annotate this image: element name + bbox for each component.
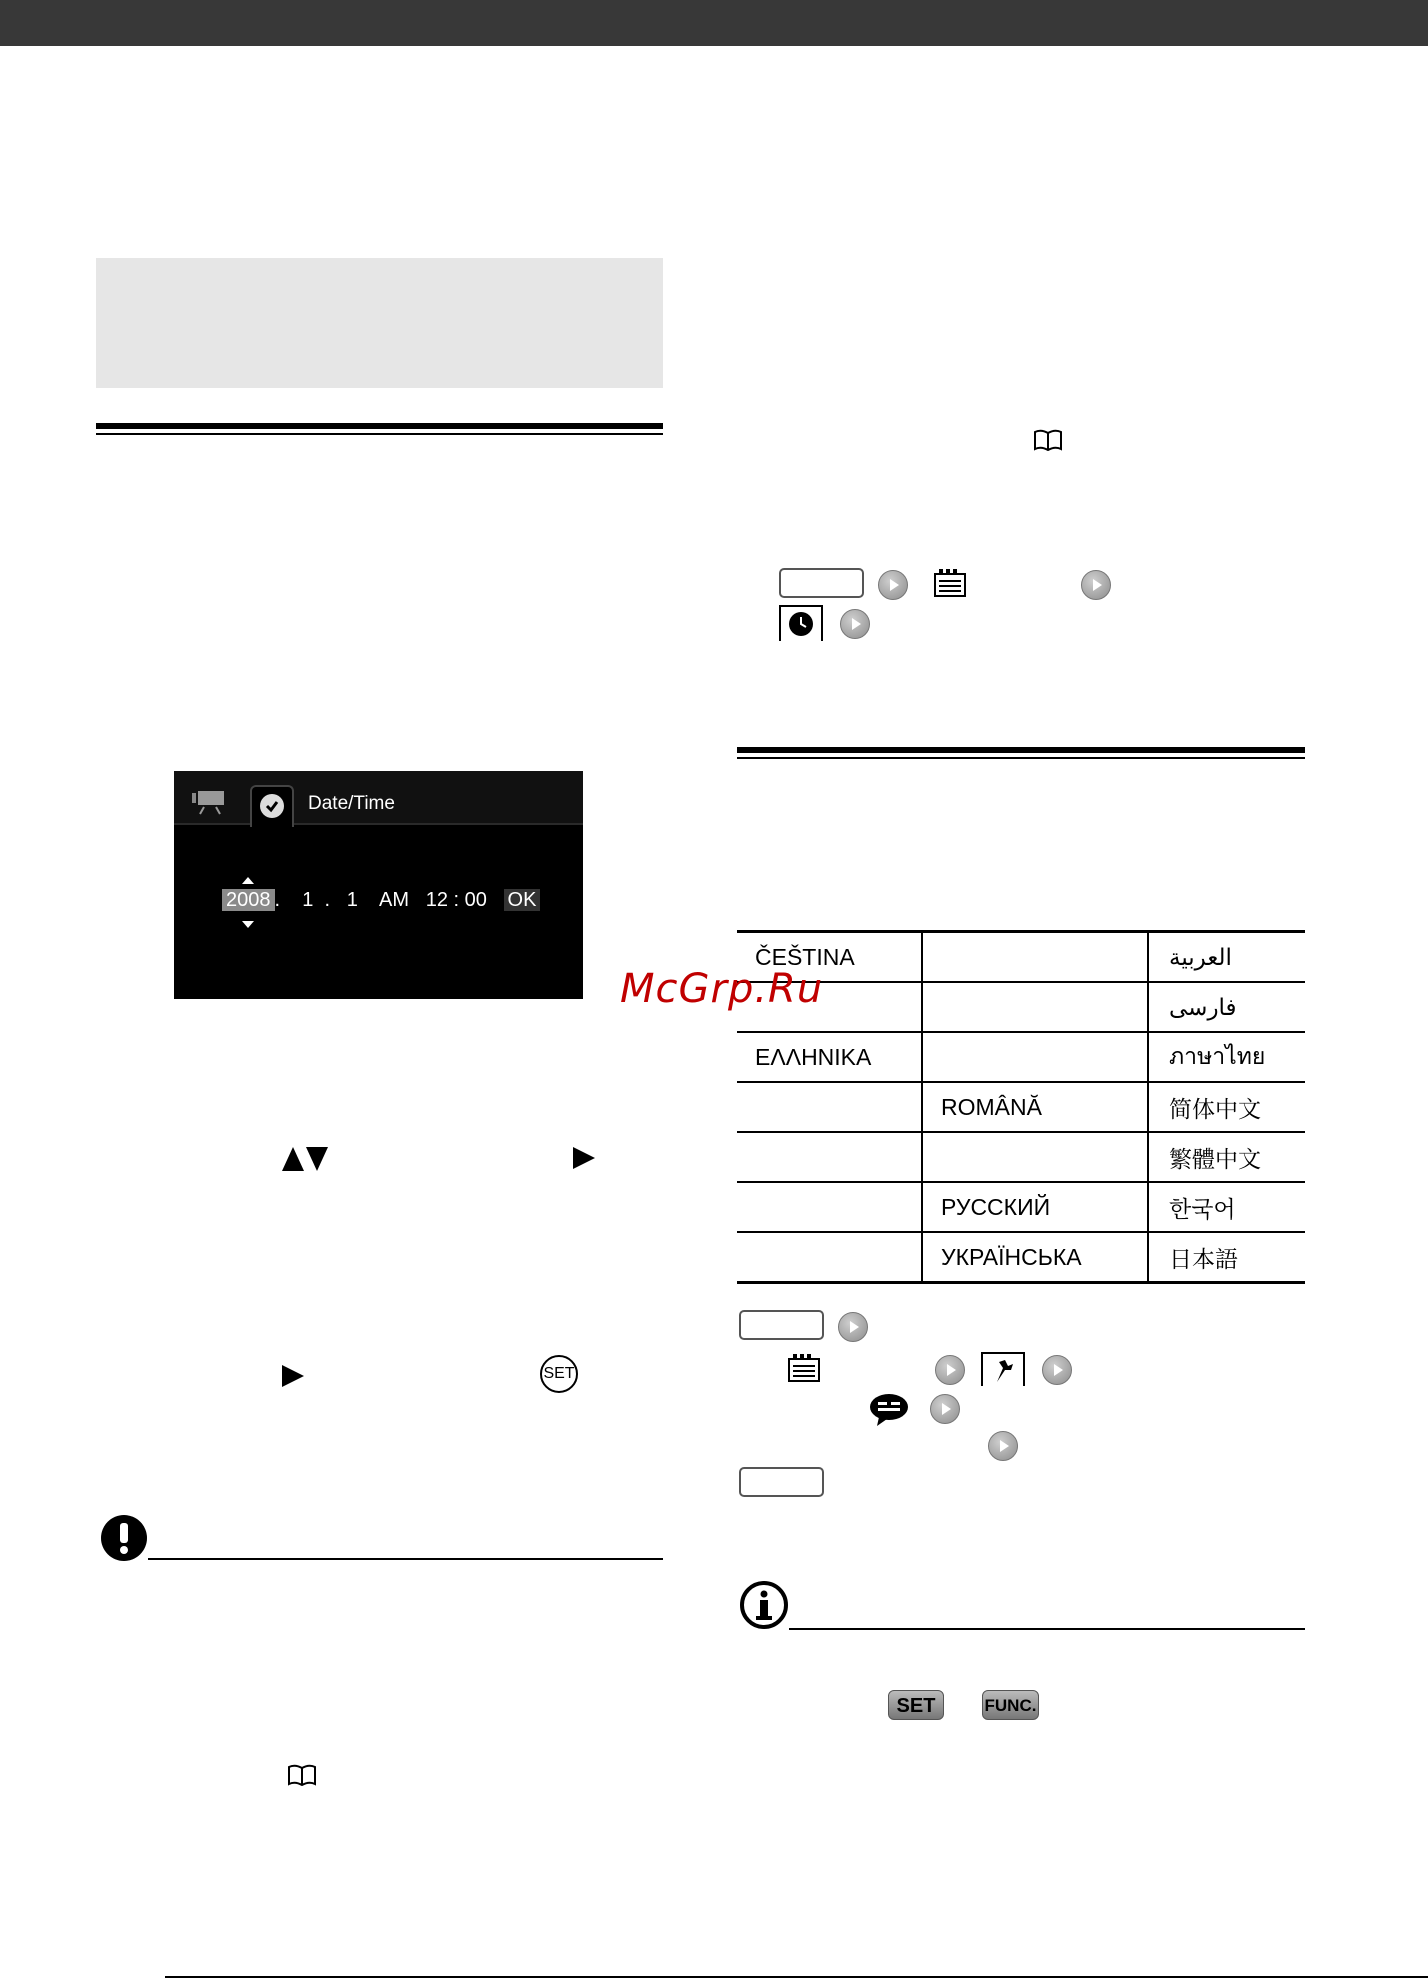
next-arrow-icon: [930, 1394, 960, 1424]
table-cell: [922, 1132, 1148, 1182]
func-key: [779, 568, 864, 598]
next-arrow-icon: [1081, 570, 1111, 600]
table-cell: فارسی: [1148, 982, 1305, 1032]
table-row: [737, 1182, 1305, 1232]
caution-icon: [100, 1514, 148, 1562]
up-down-joystick-icon: [282, 1147, 328, 1171]
date-separator: .: [274, 889, 281, 911]
setup-icon: [991, 1358, 1017, 1384]
section-rule-thin: [737, 757, 1305, 759]
footer-rule: [165, 1976, 1428, 1978]
table-cell: [922, 932, 1148, 983]
setup-tab-icon: [981, 1352, 1025, 1386]
section-rule-thick: [96, 423, 663, 429]
next-arrow-icon: [988, 1431, 1018, 1461]
date-time-row: [222, 889, 540, 912]
func-key: [739, 1310, 824, 1340]
ampm-field: AM: [379, 889, 410, 911]
note-rule: [148, 1558, 663, 1560]
next-arrow-icon: [878, 570, 908, 600]
info-icon: [739, 1580, 789, 1630]
clock-icon: [788, 611, 814, 637]
next-arrow-icon: [1042, 1355, 1072, 1385]
note-rule: [789, 1628, 1305, 1630]
func-key: [739, 1467, 824, 1497]
table-cell: 繁體中文: [1148, 1132, 1305, 1182]
clock-tab: [250, 785, 294, 827]
table-cell: [737, 1132, 922, 1182]
language-icon: [869, 1393, 909, 1427]
table-cell: ROMÂNĂ: [922, 1082, 1148, 1132]
arrow-up-icon: [242, 877, 254, 884]
table-cell: ภาษาไทย: [1148, 1032, 1305, 1082]
set-button: SET: [540, 1355, 578, 1393]
book-icon: [1033, 429, 1063, 451]
table-cell: [737, 1082, 922, 1132]
table-cell: УКРАЇНСЬКА: [922, 1232, 1148, 1283]
table-cell: [737, 1232, 922, 1283]
table-row: [737, 1132, 1305, 1182]
next-arrow-icon: [840, 609, 870, 639]
screen-title: Date/Time: [308, 793, 395, 814]
time-field: 12 : 00: [425, 889, 487, 911]
watermark: McGrp.Ru: [620, 966, 824, 1012]
table-cell: 简体中文: [1148, 1082, 1305, 1132]
table-cell: [922, 1032, 1148, 1082]
movie-camera-icon: [192, 789, 232, 815]
table-cell: العربية: [1148, 932, 1305, 983]
menu-list-icon: [933, 568, 967, 598]
next-arrow-icon: [838, 1312, 868, 1342]
set-button-icon: SET: [888, 1690, 944, 1720]
ok-button: OK: [504, 889, 541, 911]
year-field: 2008: [222, 889, 275, 911]
clock-tab-icon: [779, 605, 823, 641]
date-separator: .: [324, 889, 331, 911]
top-bar: [0, 0, 1428, 46]
book-icon: [287, 1764, 317, 1786]
table-cell: РУССКИЙ: [922, 1182, 1148, 1232]
table-row: [737, 1032, 1305, 1082]
table-row: [737, 1232, 1305, 1283]
next-arrow-icon: [935, 1355, 965, 1385]
date-time-screen: [174, 771, 583, 999]
table-row: [737, 1082, 1305, 1132]
right-joystick-icon: [573, 1147, 595, 1169]
table-cell: 日本語: [1148, 1232, 1305, 1283]
table-cell: ΕΛΛΗΝΙΚΑ: [737, 1032, 922, 1082]
table-cell: [737, 1182, 922, 1232]
func-button-icon: FUNC.: [982, 1690, 1039, 1720]
right-joystick-icon: [282, 1365, 304, 1387]
menu-list-icon: [787, 1353, 821, 1383]
table-cell: 한국어: [1148, 1182, 1305, 1232]
section-header-box: [96, 258, 663, 388]
table-cell: [922, 982, 1148, 1032]
section-rule-thick: [737, 747, 1305, 753]
section-rule-thin: [96, 433, 663, 435]
table-cell: ČEŠTINA: [737, 932, 922, 983]
screen-header: [174, 771, 583, 825]
clock-icon: [259, 793, 285, 819]
arrow-down-icon: [242, 921, 254, 928]
day-field: 1: [346, 889, 358, 911]
month-field: 1: [302, 889, 314, 911]
